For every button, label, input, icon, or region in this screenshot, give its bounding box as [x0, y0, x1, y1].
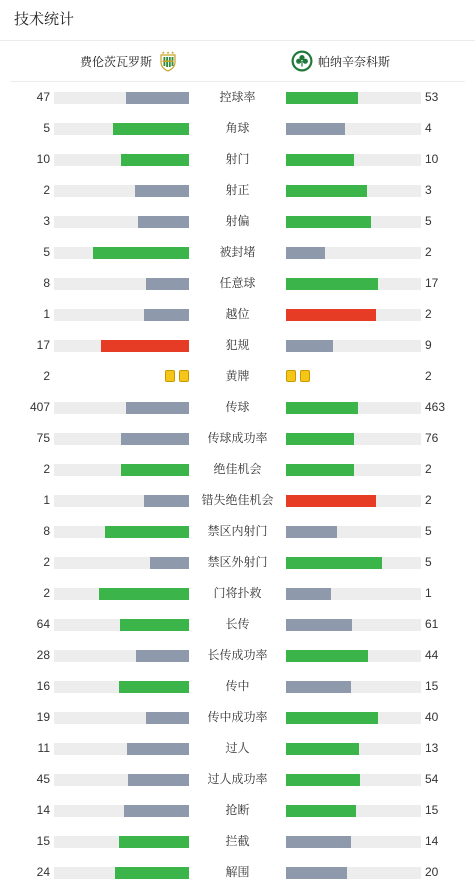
away-stat-bar-track: [286, 216, 421, 228]
home-stat-bar-track: [54, 774, 189, 786]
away-stat-bar-track: [286, 92, 421, 104]
away-stat-bar: [286, 867, 347, 879]
away-stat-value: 13: [425, 741, 439, 755]
away-stat-bar-track: [286, 774, 421, 786]
away-stat-bar-track: [286, 743, 421, 755]
stat-name: 控球率: [219, 90, 256, 104]
away-stat-value: 9: [425, 338, 432, 352]
away-stat-value: 463: [425, 400, 446, 414]
stat-row: [0, 795, 475, 826]
stat-row: [0, 237, 475, 268]
away-stat-value: 44: [425, 648, 439, 662]
away-stat-value: 2: [425, 462, 432, 476]
stat-name: 传球: [225, 400, 250, 414]
home-team-name: 费伦茨瓦罗斯: [79, 54, 152, 69]
stat-row: [0, 547, 475, 578]
stat-name: 绝佳机会: [213, 462, 262, 476]
home-stat-bar: [101, 340, 189, 352]
away-stat-bar: [286, 402, 358, 414]
away-stat-bar-track: [286, 247, 421, 259]
home-stat-bar: [135, 185, 189, 197]
away-stat-value: 15: [425, 803, 439, 817]
home-stat-value: 15: [36, 834, 50, 848]
stat-row: [0, 206, 475, 237]
stat-name: 越位: [225, 307, 250, 321]
home-stat-value: 28: [36, 648, 50, 662]
away-stat-bar: [286, 526, 337, 538]
away-stat-bar: [286, 309, 376, 321]
stat-name: 错失绝佳机会: [201, 493, 274, 507]
yellow-card-icon: [286, 370, 296, 382]
away-stat-bar: [286, 743, 359, 755]
home-stat-bar: [146, 712, 189, 724]
yellow-card-icon: [179, 370, 189, 382]
away-stat-bar-track: [286, 526, 421, 538]
home-stat-bar-track: [54, 340, 189, 352]
stat-name: 长传成功率: [207, 648, 268, 662]
home-stat-bar-track: [54, 619, 189, 631]
away-stat-bar: [286, 123, 345, 135]
away-stat-value: 15: [425, 679, 439, 693]
away-stat-bar: [286, 650, 368, 662]
home-stat-value: 75: [36, 431, 50, 445]
away-stat-bar: [286, 278, 378, 290]
home-stat-bar-track: [54, 557, 189, 569]
away-stat-value: 2: [425, 369, 432, 383]
stat-name: 禁区外射门: [207, 555, 268, 569]
svg-text:★ ★ ★: ★ ★ ★: [161, 50, 175, 55]
home-stat-value: 8: [43, 524, 50, 538]
home-stat-bar: [126, 92, 189, 104]
away-stat-value: 4: [425, 121, 432, 135]
home-stat-bar: [113, 123, 189, 135]
home-stat-bar-track: [54, 123, 189, 135]
away-stat-value: 54: [425, 772, 439, 786]
away-stat-bar: [286, 340, 333, 352]
stat-row: [0, 609, 475, 640]
home-stat-value: 64: [36, 617, 50, 631]
stat-name: 射偏: [225, 214, 250, 228]
home-team[interactable]: [80, 41, 179, 81]
yellow-card-icon: [165, 370, 175, 382]
home-stat-value: 10: [36, 152, 50, 166]
away-stat-bar-track: [286, 650, 421, 662]
away-yellow-cards: [286, 370, 310, 382]
home-stat-bar-track: [54, 588, 189, 600]
home-stat-value: 1: [43, 493, 50, 507]
stat-row: [0, 640, 475, 671]
home-stat-bar: [120, 619, 189, 631]
stat-name: 长传: [225, 617, 250, 631]
ferencvaros-crest-icon: [157, 50, 179, 72]
away-stat-bar: [286, 836, 351, 848]
stat-row: [0, 392, 475, 423]
home-stat-value: 45: [36, 772, 50, 786]
home-stat-bar-track: [54, 154, 189, 166]
home-stat-bar: [93, 247, 189, 259]
stat-row: [0, 113, 475, 144]
home-stat-bar-track: [54, 495, 189, 507]
home-stat-bar-track: [54, 92, 189, 104]
away-stat-value: 40: [425, 710, 439, 724]
home-stat-bar: [128, 774, 189, 786]
away-stat-bar-track: [286, 154, 421, 166]
stat-row: [0, 175, 475, 206]
home-stat-bar: [144, 309, 189, 321]
home-stat-value: 1: [43, 307, 50, 321]
away-stat-value: 14: [425, 834, 439, 848]
stat-row: [0, 578, 475, 609]
home-stat-bar-track: [54, 867, 189, 879]
home-stat-bar-track: [54, 278, 189, 290]
home-stat-bar-track: [54, 526, 189, 538]
home-stat-bar-track: [54, 433, 189, 445]
home-stat-value: 407: [29, 400, 50, 414]
stat-row: [0, 82, 475, 113]
away-stat-value: 5: [425, 555, 432, 569]
away-stat-bar-track: [286, 278, 421, 290]
home-stat-bar-track: [54, 309, 189, 321]
home-stat-bar-track: [54, 464, 189, 476]
page-title: 技术统计: [0, 0, 475, 41]
stat-row: [0, 485, 475, 516]
away-stat-bar-track: [286, 588, 421, 600]
stat-row: [0, 516, 475, 547]
away-stat-bar: [286, 185, 367, 197]
away-stat-bar-track: [286, 433, 421, 445]
away-stat-bar: [286, 774, 360, 786]
away-stat-bar-track: [286, 340, 421, 352]
away-stat-value: 53: [425, 90, 439, 104]
home-stat-bar: [99, 588, 189, 600]
home-stat-value: 8: [43, 276, 50, 290]
home-stat-value: 14: [36, 803, 50, 817]
away-stat-value: 10: [425, 152, 439, 166]
home-stat-bar: [138, 216, 189, 228]
home-stat-bar-track: [54, 402, 189, 414]
stat-row: [0, 423, 475, 454]
home-stat-value: 47: [36, 90, 50, 104]
stat-name: 禁区内射门: [207, 524, 268, 538]
away-stat-bar: [286, 464, 354, 476]
home-stat-bar: [121, 154, 189, 166]
home-stat-bar-track: [54, 185, 189, 197]
stat-name: 犯规: [225, 338, 250, 352]
home-stat-bar: [119, 836, 189, 848]
stat-row: [0, 144, 475, 175]
home-stat-bar: [124, 805, 189, 817]
away-stat-value: 20: [425, 865, 439, 879]
stat-row: [0, 671, 475, 702]
home-stat-value: 2: [43, 183, 50, 197]
stat-row: [0, 330, 475, 361]
home-stat-bar-track: [54, 836, 189, 848]
away-stat-value: 61: [425, 617, 439, 631]
teams-header: [10, 41, 465, 82]
away-stat-bar-track: [286, 402, 421, 414]
home-stat-bar-track: [54, 216, 189, 228]
away-team-name: 帕纳辛奈科斯: [318, 54, 391, 69]
away-stat-bar: [286, 433, 354, 445]
away-stat-value: 76: [425, 431, 439, 445]
home-stat-value: 16: [36, 679, 50, 693]
away-stat-value: 17: [425, 276, 439, 290]
away-stat-bar-track: [286, 495, 421, 507]
away-stat-bar-track: [286, 867, 421, 879]
away-stat-value: 1: [425, 586, 432, 600]
away-stat-value: 5: [425, 214, 432, 228]
away-stat-bar-track: [286, 185, 421, 197]
away-stat-bar: [286, 588, 331, 600]
home-stat-bar: [105, 526, 189, 538]
yellow-card-icon: [300, 370, 310, 382]
home-stat-value: 5: [43, 245, 50, 259]
away-stat-bar-track: [286, 123, 421, 135]
stat-row: [0, 826, 475, 857]
home-stat-bar: [127, 743, 189, 755]
stat-name: 抢断: [225, 803, 250, 817]
home-stat-value: 2: [43, 555, 50, 569]
home-stat-bar-track: [54, 712, 189, 724]
stat-name: 传中成功率: [207, 710, 268, 724]
stat-name: 角球: [225, 121, 250, 135]
stat-name: 过人: [225, 741, 250, 755]
away-stat-bar: [286, 712, 378, 724]
away-stat-bar: [286, 619, 352, 631]
home-stat-value: 11: [37, 741, 50, 755]
away-stat-bar-track: [286, 464, 421, 476]
stat-name: 拦截: [225, 834, 250, 848]
stat-row: [0, 268, 475, 299]
stat-name: 射门: [225, 152, 250, 166]
stat-row: [0, 299, 475, 330]
away-stat-bar: [286, 216, 371, 228]
stats-list: [0, 82, 475, 888]
home-stat-bar: [121, 464, 189, 476]
stat-name: 传中: [225, 679, 250, 693]
home-stat-value: 19: [36, 710, 50, 724]
away-stat-bar: [286, 805, 356, 817]
away-stat-value: 2: [425, 245, 432, 259]
stat-row: [0, 454, 475, 485]
home-stat-value: 2: [43, 369, 50, 383]
stat-row: [0, 733, 475, 764]
home-stat-value: 2: [43, 586, 50, 600]
stat-name: 过人成功率: [207, 772, 268, 786]
home-stat-value: 3: [43, 214, 50, 228]
away-stat-value: 5: [425, 524, 432, 538]
home-stat-bar-track: [54, 805, 189, 817]
stat-name: 黄牌: [225, 369, 250, 383]
away-stat-value: 2: [425, 307, 432, 321]
away-team[interactable]: [291, 41, 390, 81]
home-stat-bar-track: [54, 247, 189, 259]
stat-row: [0, 857, 475, 888]
stat-name: 射正: [225, 183, 250, 197]
stat-row: [0, 764, 475, 795]
home-stat-bar: [115, 867, 189, 879]
stat-name: 被封堵: [219, 245, 256, 259]
away-stat-bar-track: [286, 805, 421, 817]
away-stat-bar: [286, 154, 354, 166]
away-stat-value: 2: [425, 493, 432, 507]
away-stat-bar-track: [286, 712, 421, 724]
home-stat-value: 5: [43, 121, 50, 135]
away-stat-bar-track: [286, 836, 421, 848]
home-yellow-cards: [165, 370, 189, 382]
away-stat-bar: [286, 557, 382, 569]
panathinaikos-clover-crest-icon: [291, 50, 313, 72]
home-stat-bar: [144, 495, 189, 507]
stat-row: [0, 702, 475, 733]
stat-name: 解围: [225, 865, 250, 879]
away-stat-bar-track: [286, 619, 421, 631]
home-stat-bar: [136, 650, 189, 662]
home-stat-bar: [126, 402, 189, 414]
away-stat-bar: [286, 681, 351, 693]
away-stat-bar-track: [286, 557, 421, 569]
home-stat-value: 17: [36, 338, 50, 352]
away-stat-bar: [286, 92, 358, 104]
away-stat-value: 3: [425, 183, 432, 197]
stat-name: 任意球: [219, 276, 256, 290]
home-stat-bar-track: [54, 650, 189, 662]
away-stat-bar-track: [286, 309, 421, 321]
stat-row: [0, 361, 475, 392]
home-stat-bar-track: [54, 681, 189, 693]
home-stat-bar: [150, 557, 189, 569]
away-stat-bar: [286, 495, 376, 507]
home-stat-bar: [121, 433, 189, 445]
away-stat-bar: [286, 247, 325, 259]
home-stat-bar: [119, 681, 189, 693]
home-stat-value: 2: [43, 462, 50, 476]
home-stat-bar-track: [54, 743, 189, 755]
away-stat-bar-track: [286, 681, 421, 693]
stat-name: 门将扑救: [213, 586, 262, 600]
stat-name: 传球成功率: [207, 431, 268, 445]
home-stat-bar: [146, 278, 189, 290]
home-stat-value: 24: [36, 865, 50, 879]
